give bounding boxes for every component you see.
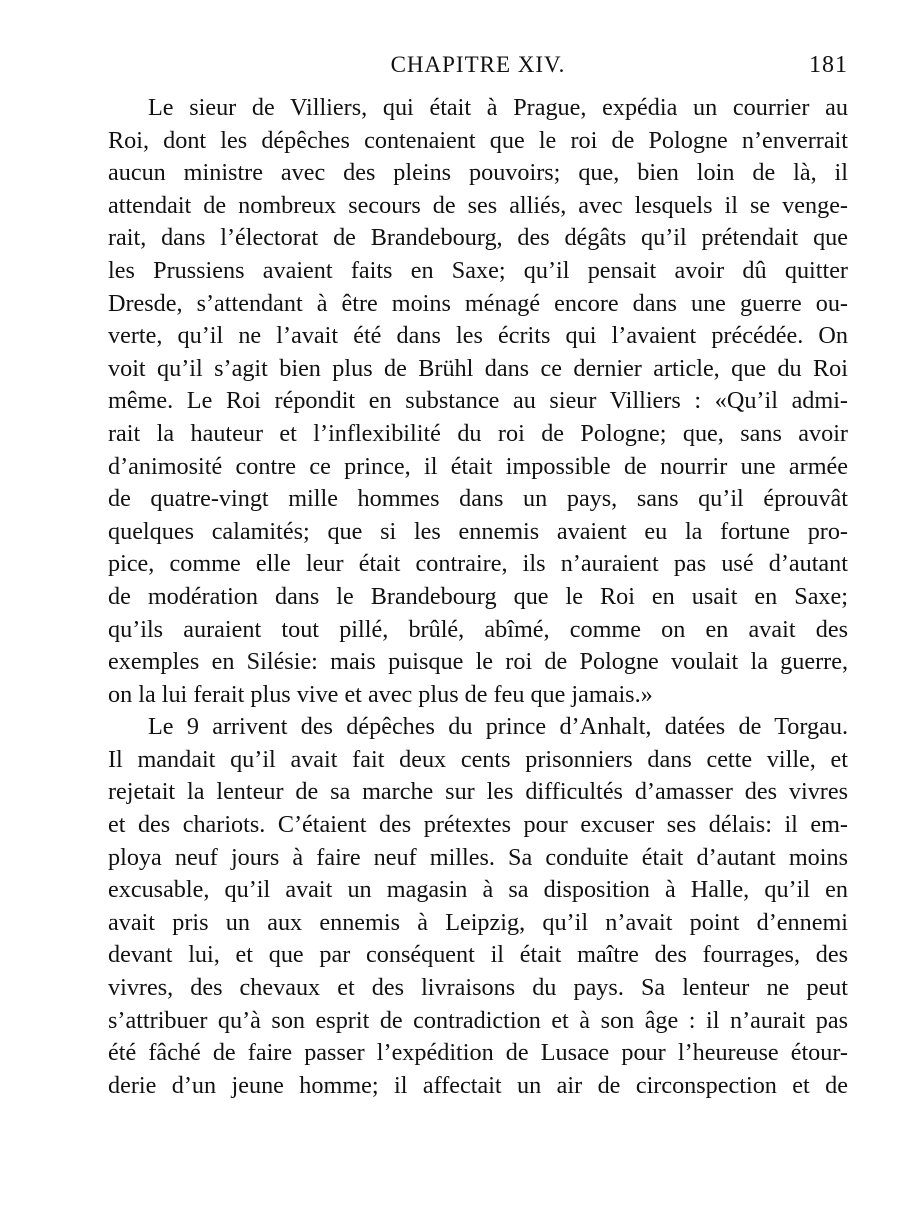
text-line: rait, dans l’électorat de Brandebourg, des dégâts qu’il prétendait que [108, 224, 848, 252]
text-line: même. Le Roi répondit en substance au sieur Villiers : «Qu’il admi- [108, 387, 848, 415]
text-line: les Prussiens avaient faits en Saxe; qu’il pensait avoir dû quitter [108, 256, 848, 284]
text-line: Le sieur de Villiers, qui était à Prague, expédia un courrier au [148, 94, 848, 121]
text-line: Il mandait qu’il avait fait deux cents prisonniers dans cette ville, et [108, 745, 848, 773]
paragraph-1 [108, 92, 848, 711]
text-line: pice, comme elle leur était contraire, ils n’auraient pas usé d’autant [108, 550, 848, 578]
running-head [108, 52, 848, 92]
text-line: attendait de nombreux secours de ses alliés, avec lesquels il se venge- [108, 191, 848, 219]
text-line: excusable, qu’il avait un magasin à sa disposition à Halle, qu’il en [108, 876, 848, 904]
text-line: de quatre-vingt mille hommes dans un pays, sans qu’il éprouvât [108, 485, 848, 513]
text-line: s’attribuer qu’à son esprit de contradiction et à son âge : il n’aurait pas [108, 1006, 848, 1034]
text-line: ploya neuf jours à faire neuf milles. Sa conduite était d’autant moins [108, 843, 848, 871]
text-line: qu’ils auraient tout pillé, brûlé, abîmé, comme on en avait des [108, 615, 848, 643]
text-line: été fâché de faire passer l’expédition de Lusace pour l’heureuse étour- [108, 1039, 848, 1067]
text-line: vivres, des chevaux et des livraisons du pays. Sa lenteur ne peut [108, 974, 848, 1002]
text-line: avait pris un aux ennemis à Leipzig, qu’il n’avait point d’ennemi [108, 908, 848, 936]
text-line: on la lui ferait plus vive et avec plus de feu que jamais.» [108, 680, 653, 708]
text-line: Dresde, s’attendant à être moins ménagé encore dans une guerre ou- [108, 289, 848, 317]
page-number: 181 [809, 52, 848, 78]
text-line: d’animosité contre ce prince, il était impossible de nourrir une armée [108, 452, 848, 480]
text-line: rejetait la lenteur de sa marche sur les difficultés d’amasser des vivres [108, 778, 848, 806]
text-line: Roi, dont les dépêches contenaient que le roi de Pologne n’enverrait [108, 126, 848, 154]
text-line: aucun ministre avec des pleins pouvoirs; que, bien loin de là, il [108, 159, 848, 187]
text-line: voit qu’il s’agit bien plus de Brühl dans ce dernier article, que du Roi [108, 354, 848, 382]
text-line: Le 9 arrivent des dépêches du prince d’Anhalt, datées de Torgau. [148, 713, 848, 741]
text-line: de modération dans le Brandebourg que le Roi en usait en Saxe; [108, 582, 848, 610]
book-page [108, 0, 848, 1102]
text-line: rait la hauteur et l’inflexibilité du roi de Pologne; que, sans avoir [108, 419, 848, 447]
text-line: et des chariots. C’étaient des prétextes pour excuser ses délais: il em- [108, 811, 848, 839]
text-line: verte, qu’il ne l’avait été dans les écrits qui l’avaient précédée. On [108, 322, 848, 350]
text-line: quelques calamités; que si les ennemis avaient eu la fortune pro- [108, 517, 848, 545]
body-text [108, 92, 848, 1102]
text-line: derie d’un jeune homme; il affectait un air de circonspection et de [108, 1071, 848, 1099]
text-line: exemples en Silésie: mais puisque le roi de Pologne voulait la guerre, [108, 648, 848, 676]
chapter-title: CHAPITRE XIV. [390, 52, 566, 77]
paragraph-2 [108, 711, 848, 1102]
text-line: devant lui, et que par conséquent il était maître des fourrages, des [108, 941, 848, 969]
